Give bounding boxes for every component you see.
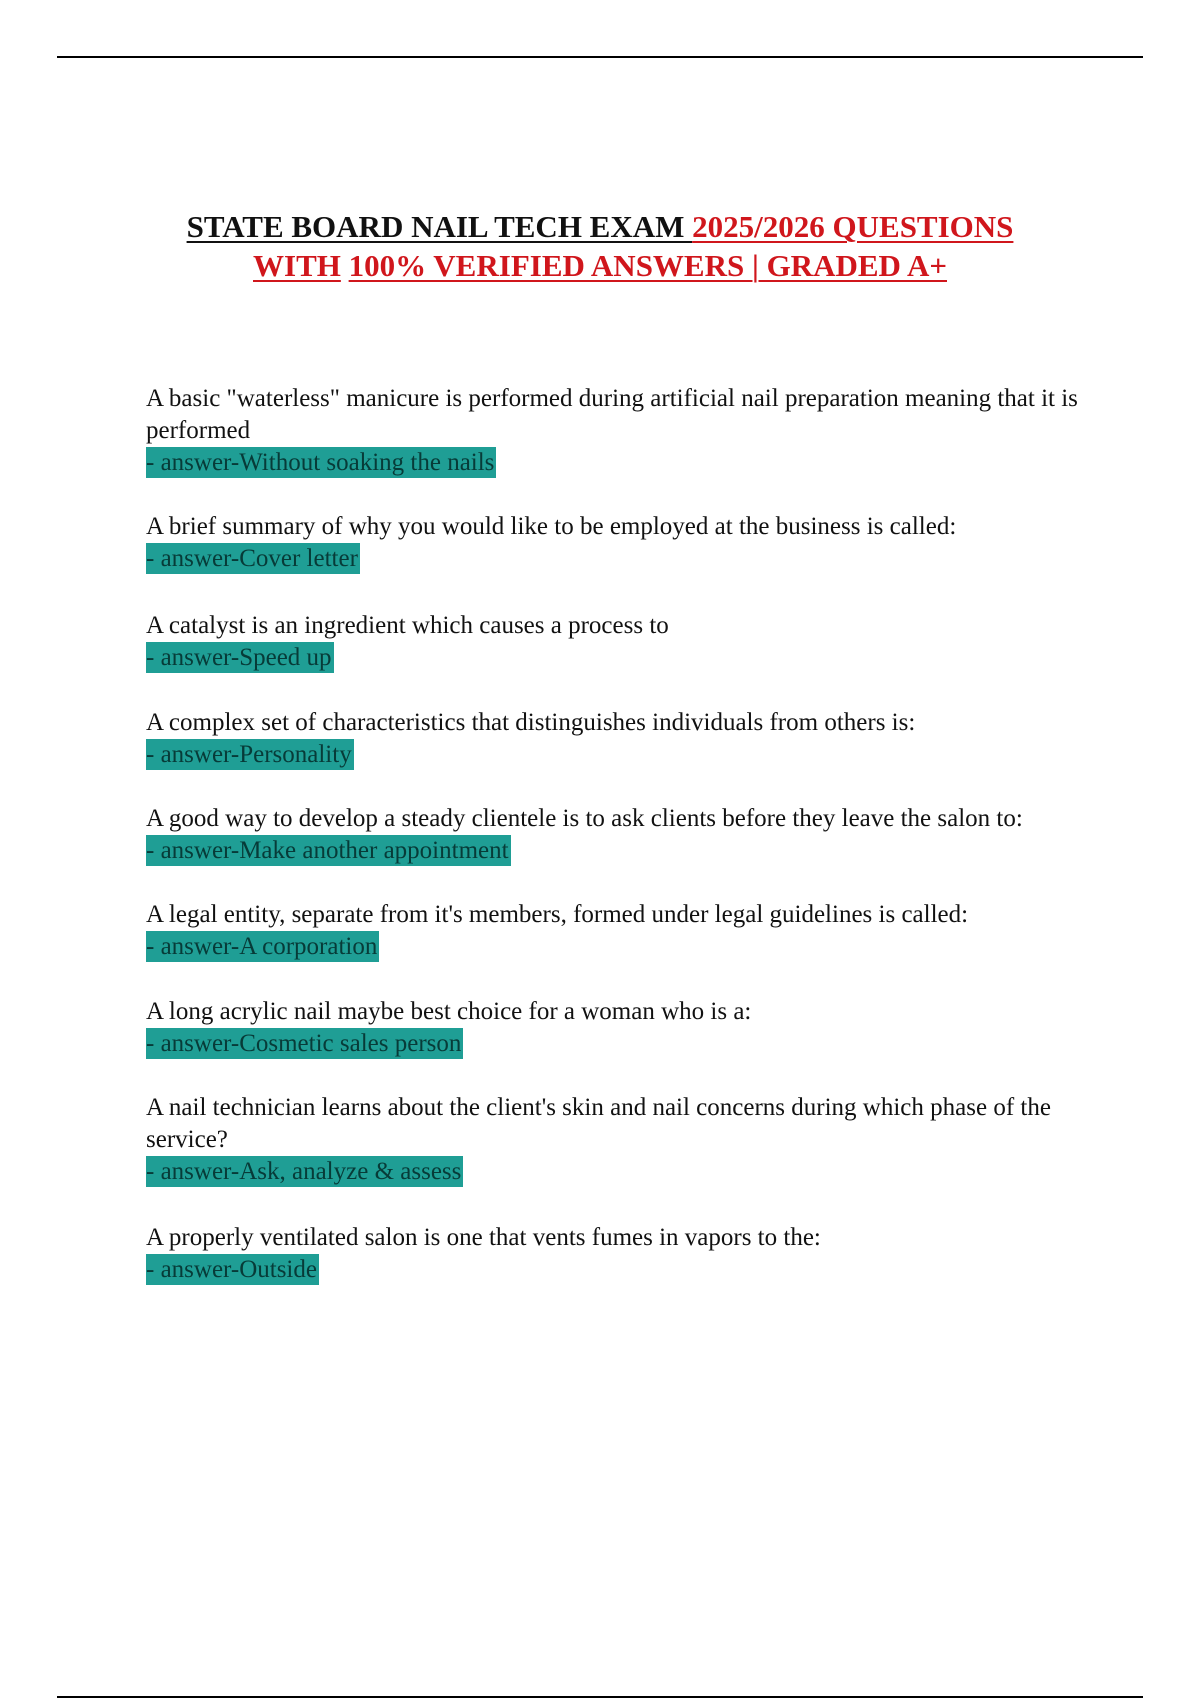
qa-item <box>146 1222 1086 1286</box>
qa-item <box>146 383 1086 479</box>
bottom-rule <box>57 1696 1143 1698</box>
qa-item <box>146 803 1086 867</box>
answer-text: - answer-Make another appointment <box>146 837 509 864</box>
title-part-4: 100% VERIFIED ANSWERS | GRADED A+ <box>348 248 947 283</box>
answer-text: - answer-Without soaking the nails <box>146 449 495 476</box>
answer-text: - answer-A corporation <box>146 933 378 960</box>
question-text: A nail technician learns about the client's skin and nail concerns during which phase of the service? <box>146 1094 1051 1153</box>
qa-list <box>146 383 1086 1286</box>
title-part-3: WITH <box>253 248 341 283</box>
qa-item <box>146 1092 1086 1188</box>
title-part-1: STATE BOARD NAIL TECH EXAM <box>186 209 693 244</box>
answer-text: - answer-Speed up <box>146 644 332 671</box>
title-part-2: 2025/2026 QUESTIONS <box>692 209 1014 244</box>
qa-item <box>146 996 1086 1060</box>
page-title <box>100 207 1100 285</box>
answer-text: - answer-Cover letter <box>146 545 358 572</box>
answer-text: - answer-Cosmetic sales person <box>146 1030 462 1057</box>
question-text: A legal entity, separate from it's members, formed under legal guidelines is called: <box>146 901 969 928</box>
qa-item <box>146 707 1086 771</box>
qa-item <box>146 511 1086 575</box>
qa-item <box>146 899 1086 963</box>
question-text: A good way to develop a steady clientele is to ask clients before they leave the salon to: <box>146 805 1023 832</box>
question-text: A complex set of characteristics that distinguishes individuals from others is: <box>146 709 916 736</box>
qa-item <box>146 610 1086 674</box>
question-text: A brief summary of why you would like to be employed at the business is called: <box>146 513 957 540</box>
answer-text: - answer-Outside <box>146 1256 317 1283</box>
answer-text: - answer-Personality <box>146 741 352 768</box>
answer-text: - answer-Ask, analyze & assess <box>146 1158 462 1185</box>
top-rule <box>57 56 1143 58</box>
question-text: A long acrylic nail maybe best choice for a woman who is a: <box>146 998 752 1025</box>
question-text: A properly ventilated salon is one that vents fumes in vapors to the: <box>146 1224 821 1251</box>
question-text: A basic "waterless" manicure is performed during artificial nail preparation meaning that it is performed <box>146 385 1078 444</box>
question-text: A catalyst is an ingredient which causes a process to <box>146 612 669 639</box>
